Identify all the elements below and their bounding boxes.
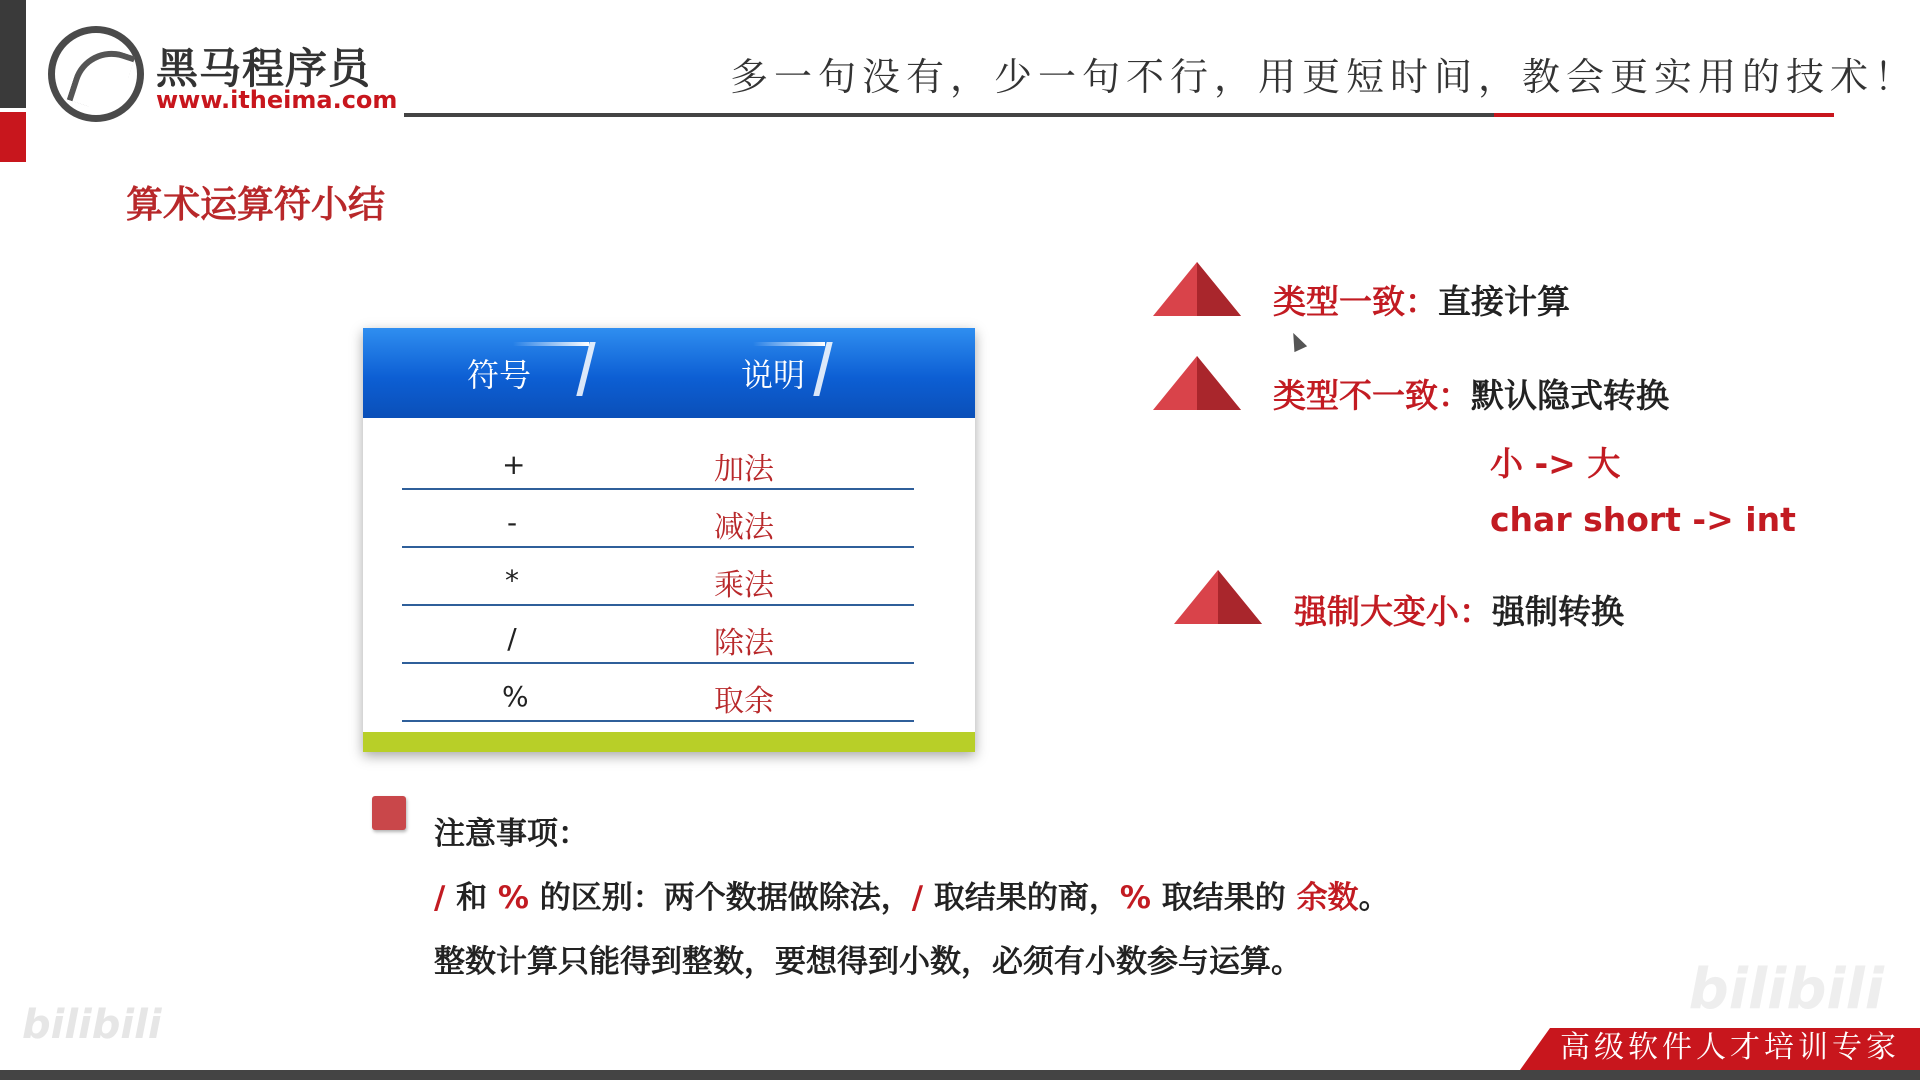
bullet-value: 默认隐式转换 [1471,376,1669,415]
operator-symbol: / [507,622,517,655]
table-row [402,492,914,548]
header-decoration [513,342,589,346]
horse-logo-icon [48,26,144,122]
bullet-label: 类型不一致： [1273,376,1471,415]
bullet-same-type [1273,276,1570,323]
pyramid-bullet-icon [1174,570,1262,624]
pyramid-bullet-icon [1153,262,1241,316]
bilibili-watermark-right: bilibili [1688,957,1884,1022]
header-divider [404,113,1494,117]
bilibili-watermark-left: bilibili [22,1002,162,1048]
bullet-label: 类型一致： [1273,282,1438,321]
operator-description: 乘法 [714,568,774,603]
operator-description: 取余 [714,684,774,719]
page-title: 算术运算符小结 [126,183,385,226]
bullet-different-type [1273,370,1669,417]
bottom-bar [0,1070,1920,1080]
note-operator: / [434,880,446,916]
note-text: 取结果的 [1150,880,1297,916]
note-square-icon [372,796,406,830]
note-text: 。 [1358,880,1390,916]
operator-description: 除法 [714,626,774,661]
header-decoration [813,342,832,396]
notes-title: 注意事项： [434,816,589,852]
operator-table-card [363,328,975,752]
bullet-value: 直接计算 [1438,282,1570,321]
header-decoration [576,342,595,396]
bullet-cast [1294,586,1624,633]
header-decoration [753,342,825,346]
operator-description: 加法 [714,452,774,487]
note-text: 的区别：两个数据做除法， [528,880,912,916]
operator-symbol: % [502,680,529,713]
brand-logo [48,26,398,122]
bullet-value: 强制转换 [1492,592,1624,631]
table-header [363,328,975,418]
conversion-direction: 小 -> 大 [1490,444,1621,483]
pyramid-bullet-icon [1153,356,1241,410]
table-row [402,666,914,722]
brand-name: 黑马程序员 [156,44,372,93]
operator-description: 减法 [714,510,774,545]
column-header-symbol: 符号 [467,356,532,394]
footer-tagline: 高级软件人才培训专家 [1560,1030,1900,1065]
table-row [402,550,914,606]
header-slogan: 多一句没有，少一句不行，用更短时间，教会更实用的技术！ [730,55,1919,99]
left-edge-red-bar [0,112,26,162]
note-operator: % [497,880,529,916]
left-edge-dark-bar [0,0,26,108]
header-divider-accent [1494,113,1834,117]
operator-symbol: + [502,448,526,481]
table-body [402,434,914,724]
conversion-types: char short -> int [1490,500,1796,539]
column-header-description: 说明 [741,356,806,394]
note-operator: % [1119,880,1151,916]
note-operator: / [911,880,924,916]
note-line-2: 整数计算只能得到整数，要想得到小数，必须有小数参与运算。 [434,944,1302,980]
table-row [402,608,914,664]
bullet-label: 强制大变小： [1294,592,1492,631]
table-row [402,434,914,490]
operator-symbol: - [506,506,518,539]
note-highlight: 余数 [1296,880,1359,916]
operator-symbol: * [505,564,519,597]
note-text: 和 [445,880,498,916]
note-line-1 [434,872,1390,917]
note-text: 取结果的商， [923,880,1120,916]
mouse-cursor-icon [1287,330,1307,352]
table-footer-bar [363,732,975,752]
brand-url: www.itheima.com [156,86,398,114]
